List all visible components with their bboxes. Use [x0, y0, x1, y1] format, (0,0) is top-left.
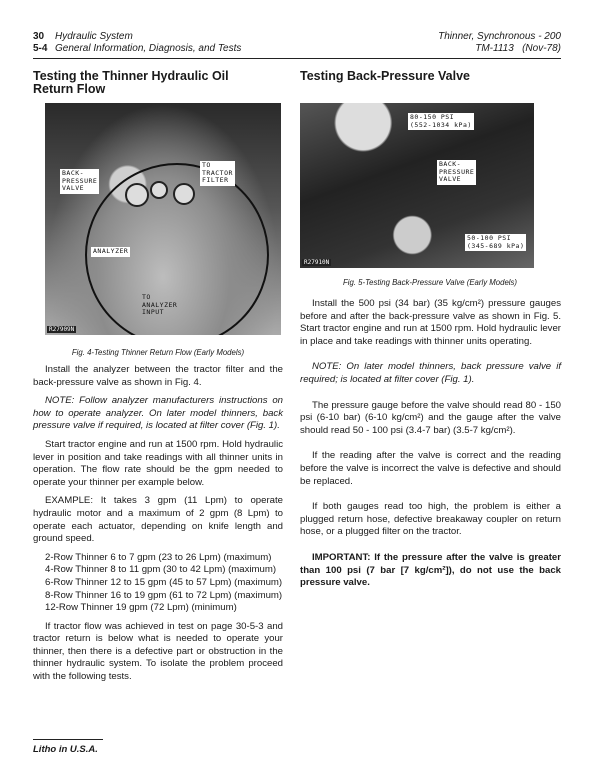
- paragraph: If both gauges read too high, the problem is either a plugged return hose, defective breakaway coupler on return hose, or a plugged filter on the tractor.: [300, 501, 561, 538]
- right-section-title: Testing Back-Pressure Valve: [300, 69, 470, 83]
- photo-label: TO TRACTOR FILTER: [202, 161, 233, 184]
- right-column-text: [300, 298, 561, 596]
- important-paragraph: IMPORTANT: If the pressure after the valve is greater than 100 psi (7 bar [7 kg/cm²]), do not use the back pressure valve.: [300, 551, 561, 589]
- paragraph: If tractor flow was achieved in test on page 30-5-3 and tractor return is below what is needed to operate your thinner, then there is a defective part or obstruction in the thinner hydraulic system. To isolate the problem proceed with the following tests.: [33, 620, 283, 683]
- paragraph: If the reading after the valve is correct and the reading before the valve is incorrect the valve is defective and should be replaced.: [300, 450, 561, 487]
- paragraph: Install the analyzer between the tractor filter and the back-pressure valve as shown in Fig. 4.: [33, 364, 283, 388]
- flow-list-item: 6-Row Thinner 12 to 15 gpm (45 to 57 Lpm) (maximum): [45, 576, 283, 588]
- figure-5-caption: Fig. 5-Testing Back-Pressure Valve (Early Models): [342, 278, 518, 287]
- photo-label: 80-150 PSI (552-1034 kPa): [410, 113, 472, 129]
- header-right: [438, 31, 561, 55]
- photo-label: TO ANALYZER INPUT: [142, 293, 178, 316]
- photo-code: R27910N: [304, 259, 330, 266]
- paragraph: EXAMPLE: It takes 3 gpm (11 Lpm) to operate hydraulic motor and a maximum of 2 gpm (8 Lpm) to operate each actuator, depending on knife length and ground speed.: [33, 495, 283, 545]
- header-divider: [33, 58, 561, 59]
- figure-4-photo: [45, 103, 281, 335]
- footer-divider: [33, 739, 103, 740]
- photo-label: BACK- PRESSURE VALVE: [62, 169, 98, 192]
- flow-list-item: 12-Row Thinner 19 gpm (72 Lpm) (minimum): [45, 602, 237, 614]
- section-title: Hydraulic System: [55, 31, 133, 42]
- section-number: 30: [33, 31, 45, 42]
- manual-number: TM-1113 (Nov-78): [475, 43, 561, 54]
- litho-footer: Litho in U.S.A.: [33, 744, 98, 755]
- note-paragraph: NOTE: Follow analyzer manufacturers instructions on how to operate analyzer. On later model thinners, back pressure valve if required, is located at filter cover (Fig. 1).: [33, 395, 283, 432]
- figure-4-caption: Fig. 4-Testing Thinner Return Flow (Early Models): [71, 348, 245, 357]
- paragraph: Start tractor engine and run at 1500 rpm. Hold hydraulic lever in position and take readings with all thinner units in operation. The flow rate should be the gpm needed to operate your thinner per example below.: [33, 438, 283, 488]
- header-left: [33, 31, 241, 55]
- flow-list-item: 4-Row Thinner 8 to 11 gpm (30 to 42 Lpm) (maximum): [45, 564, 277, 576]
- photo-label: 50-100 PSI (345-689 kPa): [467, 234, 525, 250]
- photo-label: BACK- PRESSURE VALVE: [439, 160, 475, 183]
- left-section-title: Testing the Thinner Hydraulic Oil Return Flow: [33, 69, 229, 96]
- group-title: General Information, Diagnosis, and Tests: [55, 43, 242, 54]
- paragraph: The pressure gauge before the valve should read 80 - 150 psi (6-10 bar) (6-10 kg/cm²) and the gauge after the valve should read 50 - 100 psi (3.4-7 bar) (3.5-7 kg/cm²).: [300, 399, 561, 436]
- photo-label: ANALYZER: [93, 247, 129, 255]
- flow-list-item: 2-Row Thinner 6 to 7 gpm (23 to 26 Lpm) (maximum): [45, 551, 272, 563]
- product-name: Thinner, Synchronous - 200: [438, 31, 561, 42]
- note-paragraph: NOTE: On later model thinners, back pressure valve if required; is located at filter cover (Fig. 1).: [300, 361, 561, 385]
- flow-list-item: 8-Row Thinner 16 to 19 gpm (61 to 72 Lpm) (maximum): [45, 589, 283, 601]
- photo-code: R27909N: [49, 326, 75, 333]
- group-number: 5-4: [33, 43, 48, 54]
- left-column-text: [33, 364, 283, 690]
- figure-5-photo: [300, 103, 534, 268]
- paragraph: Install the 500 psi (34 bar) (35 kg/cm²) pressure gauges before and after the back-pressure valve as shown in Fig. 5. Start tractor engine and run at 1500 rpm. Hold hydraulic lever in place and take readings with thinner units operating.: [300, 298, 561, 347]
